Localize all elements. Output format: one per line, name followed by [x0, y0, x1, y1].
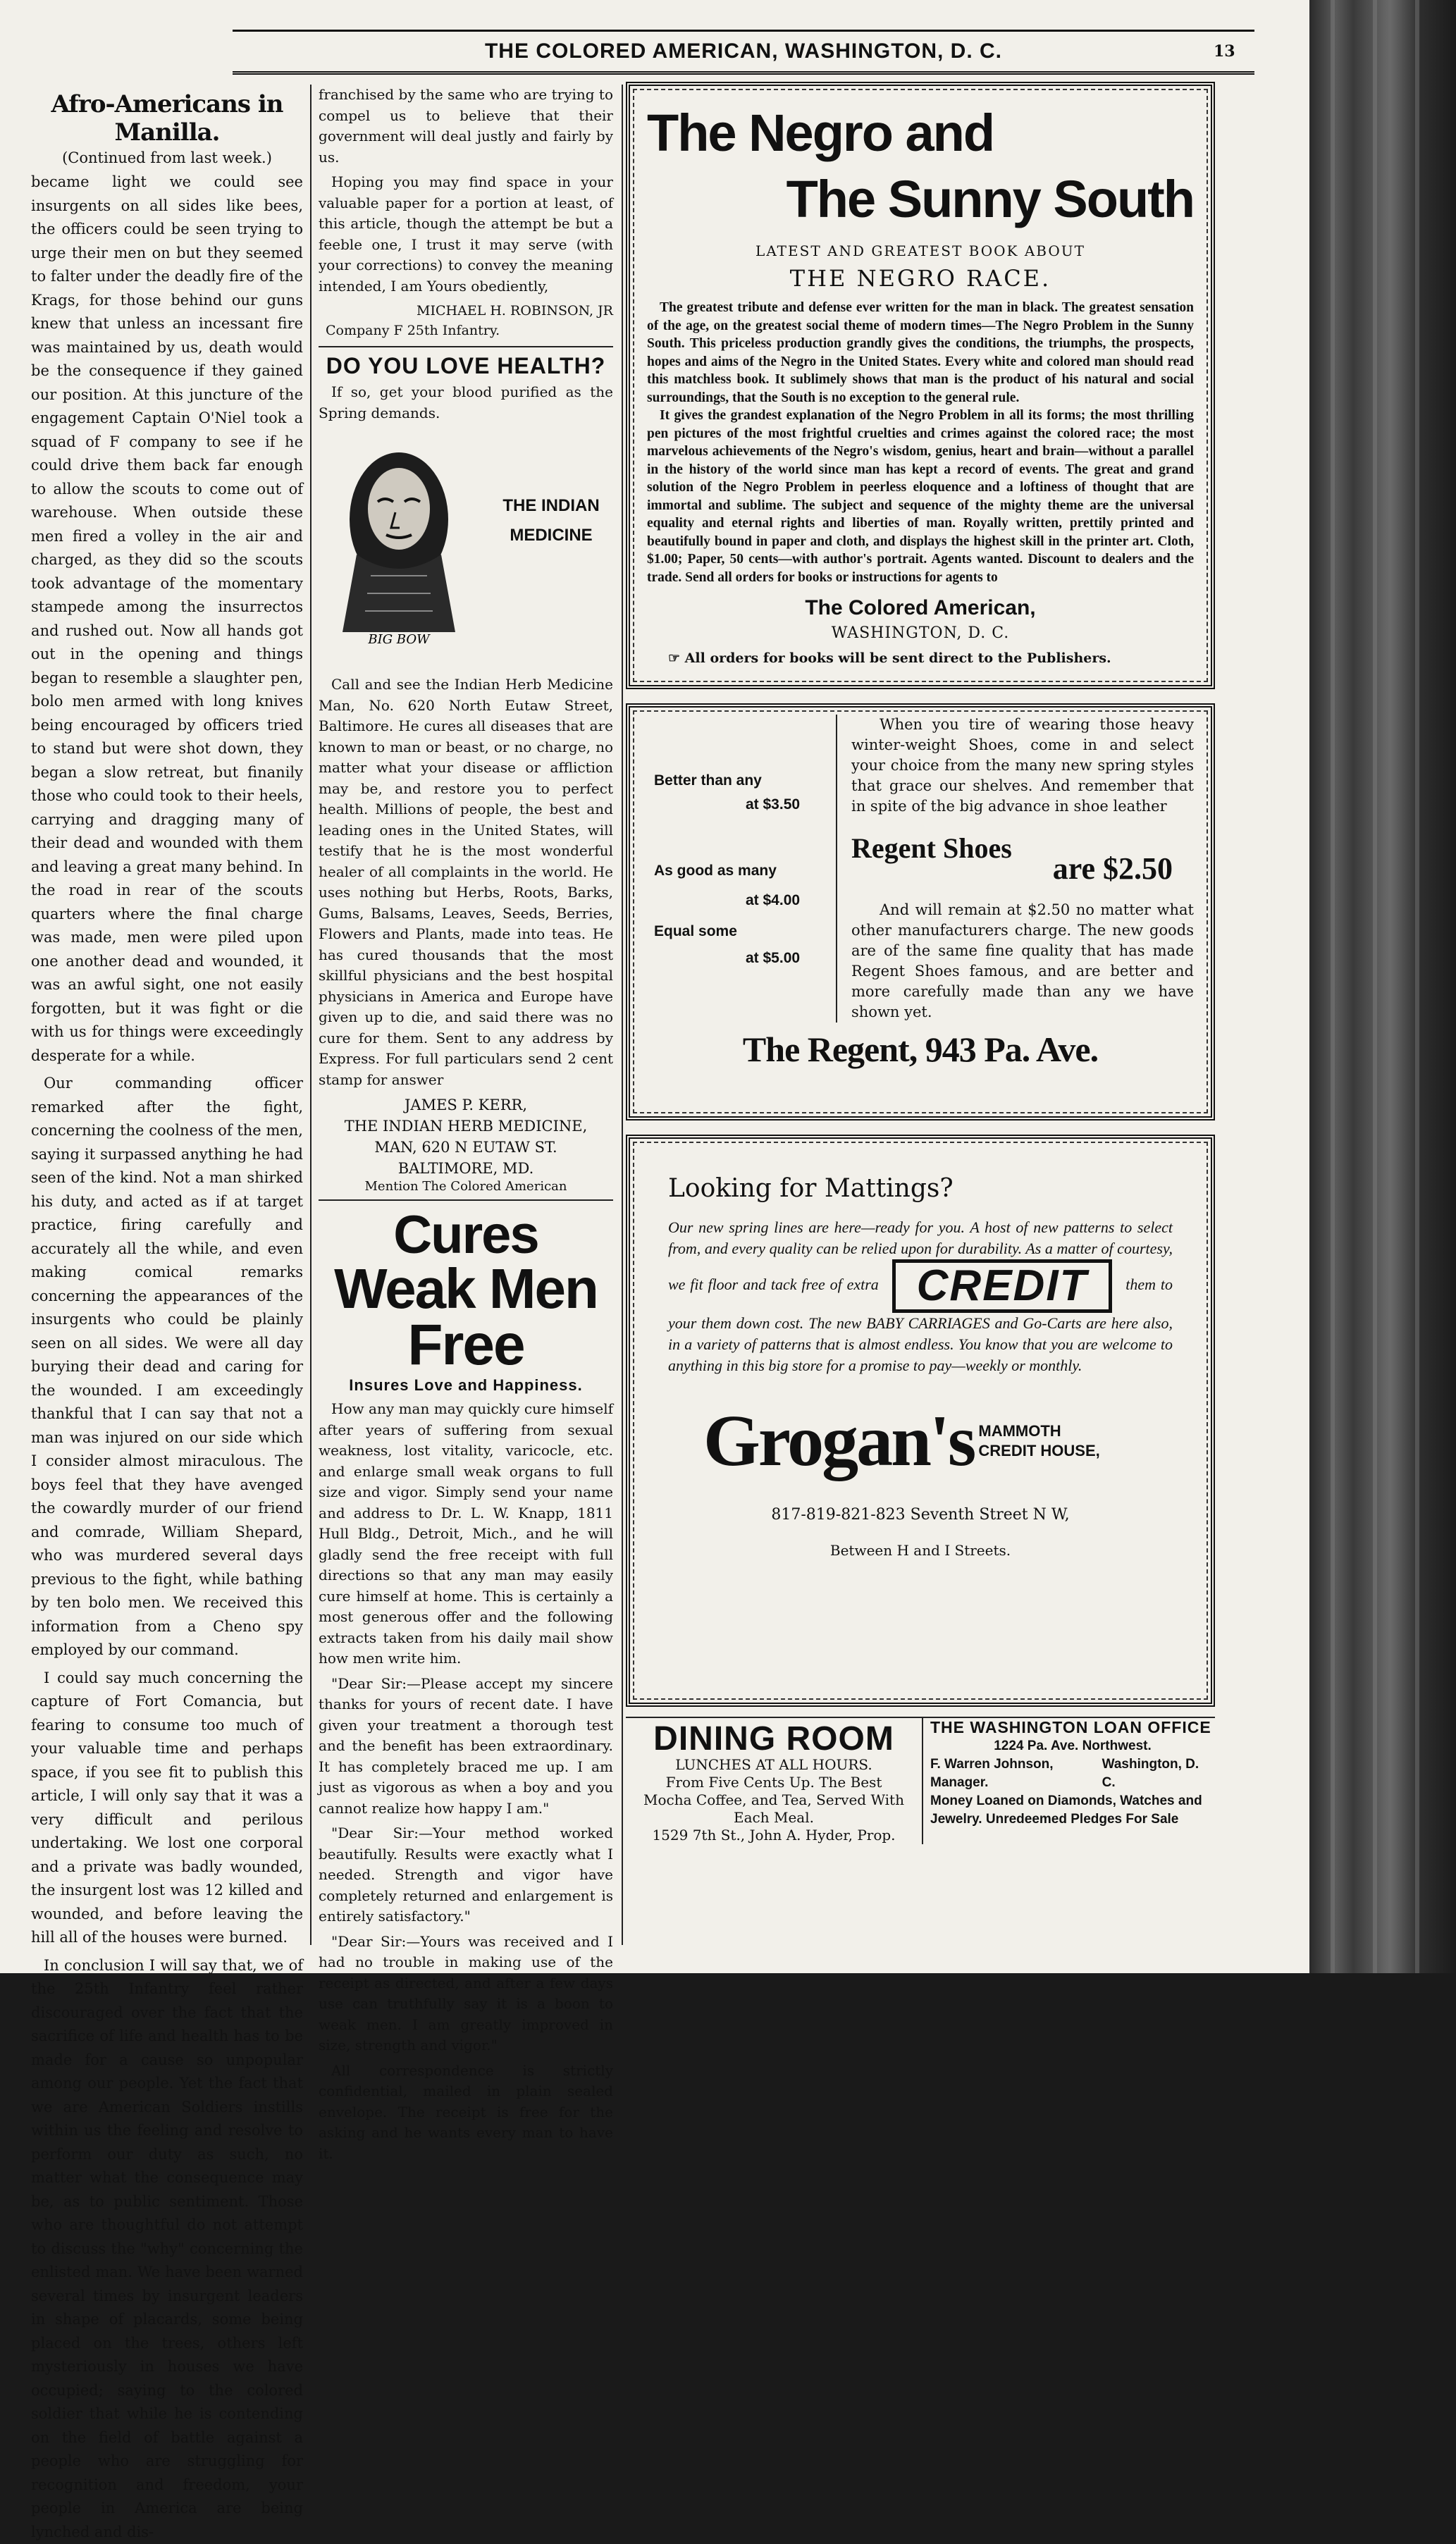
shoe-compare: at $4.00 — [746, 892, 800, 909]
credit-box: CREDIT — [892, 1259, 1113, 1313]
grogan-name: Grogan's — [703, 1404, 974, 1478]
dining-line: 1529 7th St., John A. Hyder, Prop. — [626, 1827, 922, 1844]
shoe-headline: Regent Shoes — [851, 838, 1194, 858]
shoe-grid — [647, 715, 1194, 1018]
book-title-line: The Negro and — [647, 107, 1194, 159]
health-line: THE INDIAN HERB MEDICINE, — [319, 1116, 613, 1137]
health-line: BALTIMORE, MD. — [319, 1158, 613, 1179]
story-headline: Afro-Americans in Manilla. — [31, 90, 303, 147]
grogan-address: 817-819-821-823 Seventh Street N W, — [647, 1506, 1194, 1524]
health-name: JAMES P. KERR, — [319, 1094, 613, 1116]
portrait-block — [319, 428, 613, 667]
health-line: MAN, 620 N EUTAW ST. — [319, 1137, 613, 1158]
health-headline: DO YOU LOVE HEALTH? — [319, 353, 613, 379]
cures-line: Weak Men — [319, 1261, 613, 1316]
page-number: 13 — [1214, 42, 1235, 61]
dining-line: Mocha Coffee, and Tea, Served With — [626, 1791, 922, 1809]
cures-headline — [319, 1209, 613, 1373]
shoe-intro: When you tire of wearing those heavy winter-weight Shoes, come in and select your choice from the many new spring styles that grace our shelves. And remember that in spite of the big advance in shoe leather — [851, 715, 1194, 817]
dining-line: From Five Cents Up. The Best — [626, 1774, 922, 1791]
grogan-ad — [626, 1135, 1215, 1707]
loan-line: Money Loaned on Diamonds, Watches and — [930, 1792, 1215, 1810]
cures-paragraph: All correspondence is strictly confidential, mailed in plain sealed envelope. The receipt is free for the asking and he wants every man to have it. — [319, 2061, 613, 2165]
book-orders — [668, 650, 1194, 666]
book-ad — [626, 82, 1215, 689]
grogan-body-text: Our new spring lines are here—ready for you. A host of new patterns to select from, and every quality can be relied upon for durability. As a matter of courtesy, we fit floor and tack free of extra — [668, 1218, 1173, 1293]
dining-title: DINING ROOM — [626, 1722, 922, 1756]
bottom-ads — [626, 1717, 1215, 1844]
divider — [319, 1199, 613, 1201]
shoe-copy — [837, 715, 1194, 1023]
book-publisher: The Colored American, — [647, 596, 1194, 620]
portrait-label: BIG BOW — [367, 632, 431, 647]
dining-line: Each Meal. — [626, 1809, 922, 1827]
health-body: Call and see the Indian Herb Medicine Man, No. 620 North Eutaw Street, Baltimore. He cures all diseases that are known to man or beast, or no charge, no matter what your disease or affliction may be, and restore you to perfect health. Millions of people, the best and leading ones in the United States, will testify that he is the most wonderful healer of all complaints in the world. He uses nothing but Herbs, Roots, Barks, Gums, Balsams, Leaves, Seeds, Berries, Flowers and Plants, made into teas. He has cured thousands that the most skillful physicians and the best hospital physicians in America and Europe have given up to die, and said there was no cure for them. Sent to any address by Express. For full particulars send 2 cent stamp for answer — [319, 674, 613, 1090]
book-orders-text: All orders for books will be sent direct to the Publishers. — [685, 650, 1111, 666]
dining-ad — [626, 1718, 923, 1844]
loan-manager: F. Warren Johnson, Manager. — [930, 1755, 1102, 1792]
grogan-body — [668, 1217, 1173, 1376]
book-body: The greatest tribute and defense ever written for the man in black. The greatest sensation of the age, on the greatest social theme of modern times—The Negro Problem in the Sunny South. This priceless production grandly gives the conditions, the triumphs, the prospects, hopes and aims of the Negro in the United States. Every white and colored man should read this matchless book. It sublimely shows that man is the product of his natural and social surroundings, that the South is no exception to the general rule. — [647, 299, 1194, 407]
story-continued: (Continued from last week.) — [31, 149, 303, 166]
health-mention: Mention The Colored American — [319, 1179, 613, 1194]
book-binding — [1309, 0, 1456, 1973]
shoe-compare: at $3.50 — [746, 796, 800, 813]
book-city: WASHINGTON, D. C. — [647, 624, 1194, 642]
column-story — [31, 85, 311, 1945]
cures-paragraph: "Dear Sir:—Yours was received and I had no trouble in making use of the receipt as directed, and after a few days use can truthfully say it is a boon to weak men. I am greatly improved in size, strength and vigor." — [319, 1932, 613, 2056]
grogan-house-line: CREDIT HOUSE, — [978, 1441, 1099, 1461]
divider — [319, 346, 613, 347]
story-paragraph: Our commanding officer remarked after the fight, concerning the coolness of the men, saying it surpassed anything he had seen of the kind. Not a man shirked his duty, and acted as if at target practice, firing carefully and accurately all the while, and even making comical remarks concerning the appearances of the insurgents who could be plainly seen on all sides. We were all day burying their dead and caring for the wounded. I am exceedingly thankful that I can say that not a man was injured on our side which I consider almost miraculous. The boys feel that they have avenged the cowardly murder of our friend and comrade, William Shepard, who was murdered several days previous to the fight, while bathing by ten bolo men. We received this information from a Cheno spy employed by our command. — [31, 1072, 303, 1662]
book-latest: LATEST AND GREATEST BOOK ABOUT — [647, 242, 1194, 259]
cures-line: Cures — [319, 1209, 613, 1261]
dining-line: LUNCHES AT ALL HOURS. — [626, 1756, 922, 1774]
grogan-body-text: them to your them down cost. The new BABY CARRIAGES and Go-Carts are here also, in a variety of patterns that is almost endless. You know that you are welcome to anything in this big store for a promise to pay—weekly or monthly. — [668, 1276, 1173, 1374]
loan-address: 1224 Pa. Ave. Northwest. — [930, 1737, 1215, 1755]
cures-paragraph: How any man may quickly cure himself after years of suffering from sexual weakness, lost vitality, varicocle, etc. and enlarge small weak organs to full size and vigor. Simply send your name and address to Dr. L. W. Knapp, 1811 Hull Bldg., Detroit, Mich., and he will gladly send the free receipt with full directions so that any man may easily cure himself at home. This is certainly a most generous offer and the following extracts taken from his daily mail show how men write him. — [319, 1399, 613, 1669]
story-paragraph: franchised by the same who are trying to compel us to believe that their government will deal justly and fairly by us. — [319, 85, 613, 168]
shoe-compare: at $5.00 — [746, 950, 800, 967]
column-two — [319, 85, 623, 1945]
story-paragraph: Hoping you may find space in your valuable paper for a portion at least, of this article, though the attempt be but a feeble one, I trust it may serve (with your corrections) to convey the meaning intended, I am Yours obediently, — [319, 172, 613, 297]
book-title-line: The Sunny South — [647, 173, 1194, 226]
cures-ad — [319, 1209, 613, 2164]
grogan-headline: Looking for Mattings? — [668, 1174, 1194, 1203]
story-paragraph: became light we could see insurgents on all sides like bees, the officers could be seen trying to urge their men on but they seemed to falter under the deadly fire of the Krags, for those behind our guns knew that unless an incessant fire was maintained by us, death would be the consequence if they gained our position. At this juncture of the engagement Captain O'Niel took a squad of F company to see if he could drive them back far enough to allow the scouts to come out of warehouse. When outside these men fired a volley in the air and charged, as they did so the scouts took advantage of the momentary stampede among the insurrectos and rushed out. Now all hands got out in the opening and things began to resemble a slaughter pen, bolo men armed with long knives being encouraged by officers tried to stand but were shot down, they began a slow retreat, but finanily those who could took to their heels, carrying and dragging many of their dead and wounded with them and leaving a great many behind. In the road in rear of the scouts quarters where the final charge was made, men were piled upon one another dead and wounded, it was an awful sight, one not easily forgotten, but it was fight or die with us for things were exceedingly desperate for a while. — [31, 171, 303, 1068]
spine-line — [1415, 0, 1419, 1973]
story-paragraph: I could say much concerning the capture of Fort Comancia, but fearing to consume too much of your valuable time and perhaps space, if you see fit to publish this article, I will only say that it was a very difficult and perilous undertaking. We lost one corporal and a private was badly wounded, the insurgent lost was 12 killed and wounded, and before leaving the hill all of the houses were burned. — [31, 1667, 303, 1950]
shoe-address: The Regent, 943 Pa. Ave. — [647, 1029, 1194, 1070]
shoe-price-column — [647, 715, 837, 1023]
story-signature-unit: Company F 25th Infantry. — [319, 321, 613, 340]
pointing-hand-icon: ☞ — [668, 650, 685, 666]
indian-portrait-illustration — [328, 435, 469, 646]
book-body: It gives the grandest explanation of the Negro Problem in all its forms; the most thrilling pen pictures of the most frightful cruelties and crimes against the colored race; the most marvelous achievements of the Negro's wisdom, genius, heart and brain—without a parallel in the history of the world since man has kept a record of events. The great and grand solution of the Negro Problem in peerless eloquence and a loftiness of thought that are immortal and sublime. The subject and sequence of the mighty theme are the universal equality and eternal rights and liberties of man. Royally written, prettily printed and beautifully bound in paper and cloth, and displays the highest skill in the printer art. Cloth, $1.00; Paper, 50 cents—with author's portrait. Agents wanted. Discount to dealers and the trade. Send all orders for books or instructions for agents to — [647, 407, 1194, 586]
shoe-compare: Better than any — [654, 772, 762, 789]
loan-ad — [923, 1718, 1215, 1844]
shoe-outro: And will remain at $2.50 no matter what other manufacturers charge. The new goods are of the same fine quality that has made Regent Shoes famous, and are better and more carefully made than any we have shown yet. — [851, 900, 1194, 1023]
story-paragraph: In conclusion I will say that, we of the 25th Infantry feel rather discouraged over the fact that the sacrifice of life and health has to be made for a cause so unpopular among our people. Yet the fact that we are American Soldiers instills within us the feeling and resolve to perform our duty as such, no matter what the consequence may be, as to public sentiment. Those who are thoughtful do not attempt to discuss the "why" concerning the enlisted man. We have been warned several times by insurgent leaders in shape of placards, some being placed on the trees, others left mysteriously in houses we have occupied; saying to the colored soldier that while he is contending on the field of battle against a people who are struggling for recognition and freedom, your people in America are being lynched and dis- — [31, 1954, 303, 2544]
shoe-compare: Equal some — [654, 923, 737, 940]
book-race: THE NEGRO RACE. — [647, 265, 1194, 292]
shoe-ad — [626, 703, 1215, 1120]
grogan-between: Between H and I Streets. — [647, 1542, 1194, 1559]
loan-manager-row — [930, 1755, 1215, 1792]
shoe-price: are $2.50 — [851, 858, 1173, 879]
grogan-house-line: MAMMOTH — [978, 1421, 1099, 1441]
cures-paragraph: "Dear Sir:—Your method worked beautifully. Results were exactly what I needed. Strength and vigor have completely returned and enlargement is entirely satisfactory." — [319, 1823, 613, 1927]
grogan-name-row — [703, 1404, 1194, 1478]
cures-paragraph: "Dear Sir:—Please accept my sincere thanks for yours of recent date. I have given your treatment a thorough test and the benefit has been extraordinary. It has completely braced me up. I am just as vigorous as when a boy and you cannot realize how happy I am." — [319, 1674, 613, 1820]
shoe-compare: As good as many — [654, 863, 777, 879]
loan-title: THE WASHINGTON LOAN OFFICE — [930, 1718, 1215, 1737]
spine-line — [1373, 0, 1377, 1973]
masthead: THE COLORED AMERICAN, WASHINGTON, D. C. — [233, 30, 1254, 75]
indian-medicine-caption: THE INDIAN MEDICINE — [502, 491, 600, 550]
story-signature: MICHAEL H. ROBINSON, JR — [319, 301, 613, 321]
loan-city: Washington, D. C. — [1102, 1755, 1215, 1792]
health-lead: If so, get your blood purified as the Spring demands. — [319, 382, 613, 424]
right-ad-column — [626, 82, 1215, 1844]
spine-line — [1331, 0, 1335, 1973]
cures-line: Free — [319, 1317, 613, 1373]
cures-tagline: Insures Love and Happiness. — [319, 1376, 613, 1395]
grogan-house — [978, 1421, 1099, 1461]
loan-line: Jewelry. Unredeemed Pledges For Sale — [930, 1810, 1215, 1829]
health-ad — [319, 353, 613, 1194]
